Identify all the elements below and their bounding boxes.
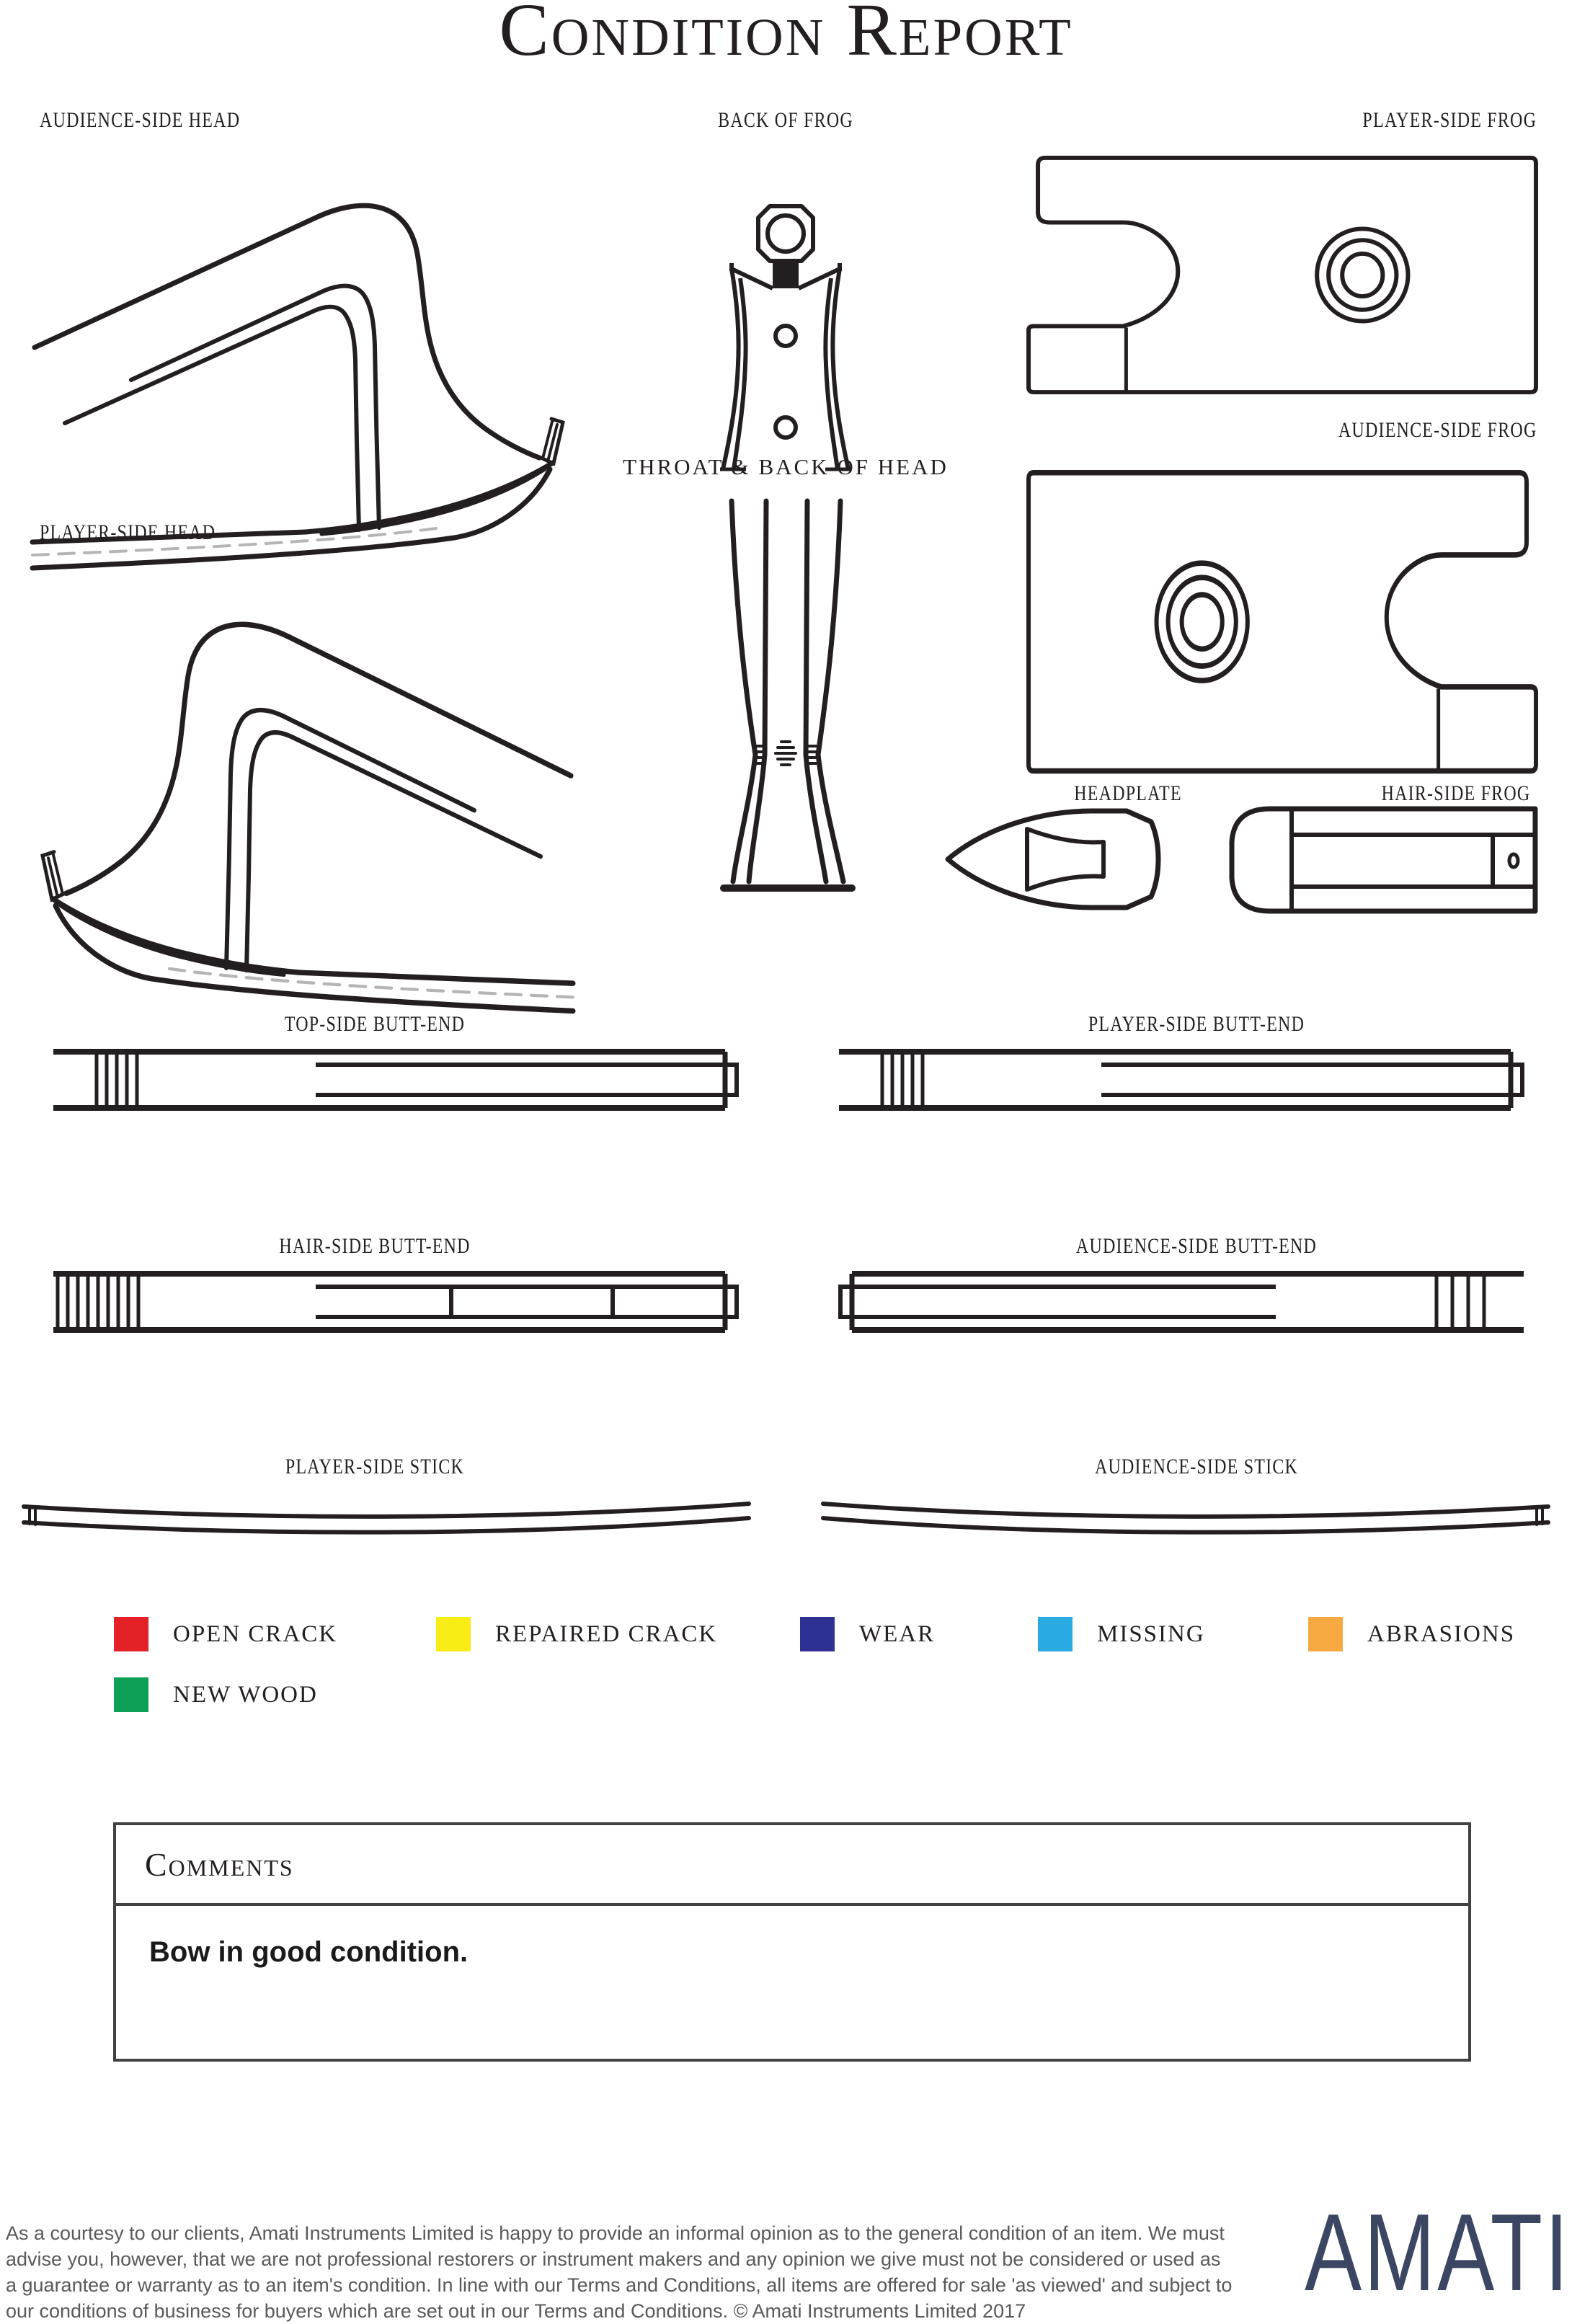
audience-side-head-diagram [22, 141, 584, 465]
audience-side-stick-diagram [819, 1501, 1554, 1540]
footer-disclaimer [6, 2220, 1233, 2324]
top-side-butt-end-diagram [50, 1047, 742, 1113]
footer-line: As a courtesy to our clients, Amati Instruments Limited is happy to provide an informal opinion as to the general condition of an item. We must [6, 2222, 1225, 2244]
footer-line: a guarantee or warranty as to an item's condition. In line with our Terms and Conditions, all items are offered for sale 'as viewed' and subject to [6, 2274, 1233, 2296]
player-side-butt-end-diagram [836, 1047, 1528, 1113]
player-side-frog-diagram [1026, 156, 1540, 394]
legend-label: OPEN CRACK [173, 1620, 338, 1647]
legend-item-wear [800, 1617, 935, 1651]
label-audience-side-stick: AUDIENCE-SIDE STICK [1094, 1455, 1299, 1478]
hair-side-butt-end-diagram [50, 1269, 742, 1335]
audience-side-frog-diagram [1025, 470, 1538, 773]
label-back-of-frog: BACK OF FROG [718, 108, 853, 132]
label-top-side-butt-end: TOP-SIDE BUTT-END [284, 1012, 466, 1036]
new-wood-swatch [114, 1677, 148, 1712]
back-of-frog-diagram [717, 195, 854, 476]
missing-swatch [1038, 1617, 1073, 1651]
legend-label: MISSING [1097, 1620, 1205, 1647]
legend-label: NEW WOOD [173, 1681, 318, 1708]
comments-header: Comments [116, 1825, 1468, 1906]
footer-line: advise you, however, that we are not professional restorers or instrument makers and any opinion we give must not be considered or used as [6, 2248, 1221, 2270]
legend-item-abrasions [1308, 1617, 1515, 1651]
label-headplate: HEADPLATE [1074, 781, 1182, 805]
legend-item-missing [1038, 1617, 1205, 1651]
label-player-side-butt-end: PLAYER-SIDE BUTT-END [1088, 1012, 1305, 1036]
hair-side-frog-diagram [1225, 806, 1539, 914]
comments-box [113, 1822, 1471, 2062]
player-side-stick-diagram [18, 1501, 753, 1540]
legend-item-repaired-crack [436, 1617, 717, 1651]
page-title: Condition Report [499, 0, 1073, 71]
label-player-side-head: PLAYER-SIDE HEAD [40, 520, 216, 544]
throat-back-of-head-diagram [714, 501, 858, 897]
legend-item-open-crack [114, 1617, 337, 1651]
label-hair-side-frog: HAIR-SIDE FROG [1381, 781, 1531, 805]
abrasions-swatch [1308, 1617, 1343, 1651]
repaired-crack-swatch [436, 1617, 471, 1651]
wear-swatch [800, 1617, 835, 1651]
legend-label: REPAIRED CRACK [495, 1620, 718, 1647]
footer-line: our conditions of business for buyers which are set out in our Terms and Conditions. © Amati Instruments Limited 2017 [6, 2300, 1026, 2322]
audience-side-butt-end-diagram [836, 1269, 1528, 1335]
legend-label: WEAR [859, 1620, 936, 1647]
comments-body-text: Bow in good condition. [149, 1936, 469, 1968]
headplate-diagram [941, 802, 1178, 917]
label-hair-side-butt-end: HAIR-SIDE BUTT-END [279, 1234, 471, 1258]
label-player-side-frog: PLAYER-SIDE FROG [1362, 108, 1537, 132]
legend-item-new-wood [114, 1677, 318, 1712]
label-audience-side-butt-end: AUDIENCE-SIDE BUTT-END [1075, 1234, 1318, 1258]
label-audience-side-frog: AUDIENCE-SIDE FROG [1338, 418, 1537, 442]
legend-label: ABRASIONS [1367, 1620, 1516, 1647]
player-side-head-diagram [22, 555, 584, 901]
label-throat-back-of-head: THROAT & BACK OF HEAD [623, 454, 949, 479]
amati-logo: AMATI [1304, 2191, 1571, 2314]
label-audience-side-head: AUDIENCE-SIDE HEAD [40, 108, 241, 132]
open-crack-swatch [114, 1617, 148, 1651]
label-player-side-stick: PLAYER-SIDE STICK [285, 1455, 465, 1478]
